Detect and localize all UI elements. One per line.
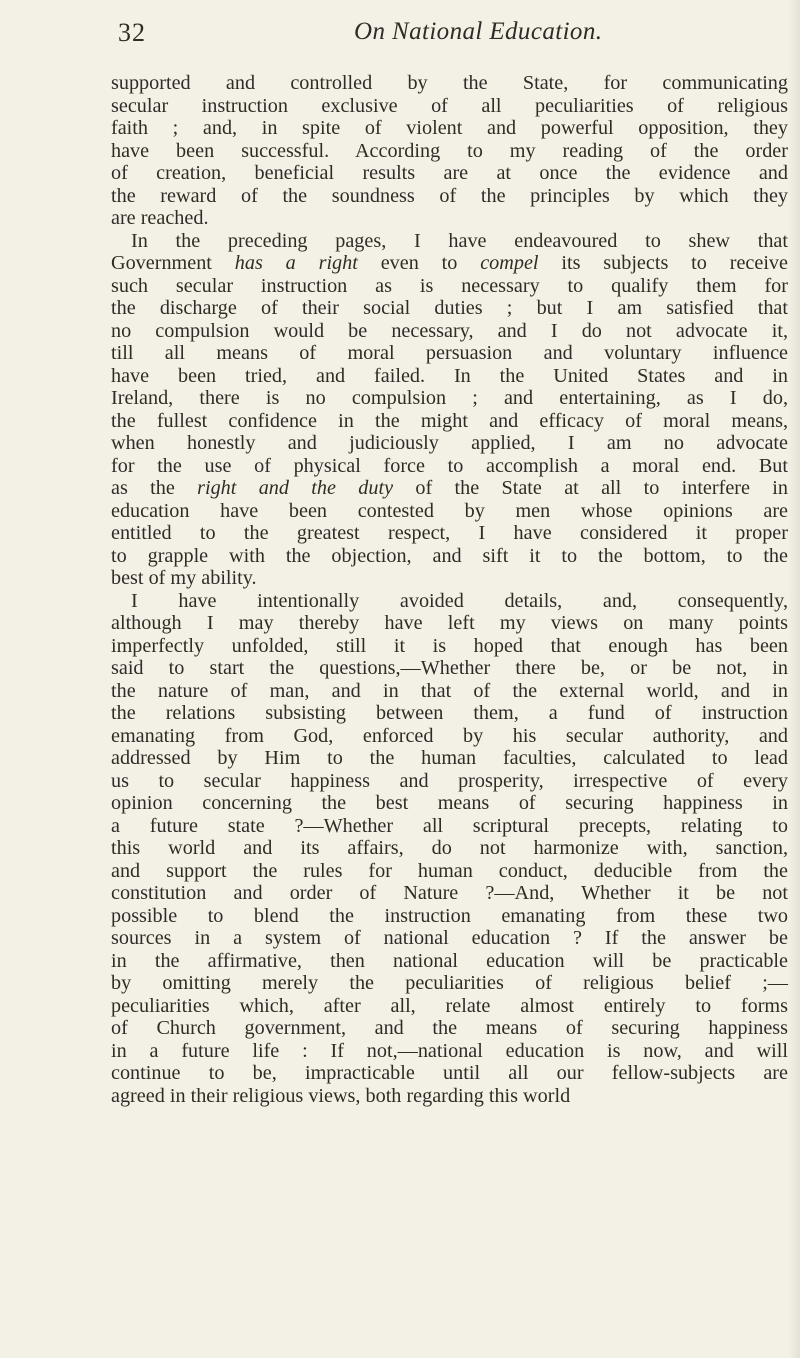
text-line: the nature of man, and in that of the external world, and in — [111, 679, 788, 702]
text-line: this world and its affairs, do not harmonize with, sanction, — [111, 837, 788, 859]
text-line: the relations subsisting between them, a fund of instruction — [111, 702, 788, 724]
text-line: of creation, beneficial results are at once the evidence and — [111, 162, 788, 184]
text-line: are reached. — [111, 207, 209, 229]
text-line: although I may thereby have left my views on many points — [111, 612, 788, 634]
text-line: emanating from God, enforced by his secular authority, and — [111, 724, 788, 747]
text-line: have been tried, and failed. In the United States and in — [111, 364, 788, 387]
text-line: the discharge of their social duties ; but I am satisfied that — [111, 297, 788, 319]
text-line: when honestly and judiciously applied, I am no advocate — [111, 432, 788, 454]
text-line: in a future life : If not,—national education is now, and will — [111, 1039, 788, 1062]
text-line: Ireland, there is no compulsion ; and entertaining, as I do, — [111, 387, 788, 409]
text-line: possible to blend the instruction emanating from these two — [111, 904, 788, 927]
text-line: opinion concerning the best means of securing happiness in — [111, 792, 788, 814]
text-line: a future state ?—Whether all scriptural precepts, relating to — [111, 814, 788, 837]
text-line: In the preceding pages, I have endeavoured to shew that — [131, 229, 788, 252]
text-line: addressed by Him to the human faculties, calculated to lead — [111, 747, 788, 769]
text-line: such secular instruction as is necessary to qualify them for — [111, 274, 788, 297]
text-line: by omitting merely the peculiarities of religious belief ;— — [111, 972, 788, 994]
text-line: Government has a right even to compel its subjects to receive — [111, 252, 788, 274]
text-line: to grapple with the objection, and sift it to the bottom, to the — [111, 544, 788, 567]
text-line: the reward of the soundness of the principles by which they — [111, 184, 788, 207]
text-line: and support the rules for human conduct, deducible from the — [111, 859, 788, 882]
page-number: 32 — [118, 18, 146, 47]
text-line: education have been contested by men whose opinions are — [111, 499, 788, 522]
body-text — [111, 72, 788, 1107]
text-line: have been successful. According to my reading of the order — [111, 139, 788, 162]
text-line: us to secular happiness and prosperity, irrespective of every — [111, 769, 788, 792]
text-line: faith ; and, in spite of violent and powerful opposition, they — [111, 117, 788, 139]
text-line: sources in a system of national education ? If the answer be — [111, 927, 788, 949]
text-line: no compulsion would be necessary, and I do not advocate it, — [111, 319, 788, 342]
text-line: peculiarities which, after all, relate almost entirely to forms — [111, 994, 788, 1017]
text-line: constitution and order of Nature ?—And, Whether it be not — [111, 882, 788, 904]
italic-emphasis: has a right — [234, 252, 358, 274]
text-line: supported and controlled by the State, for communicating — [111, 72, 788, 94]
text-line: secular instruction exclusive of all peculiarities of religious — [111, 94, 788, 117]
running-title: On National Education. — [354, 18, 603, 45]
text-line: the fullest confidence in the might and efficacy of moral means, — [111, 409, 788, 432]
text-line: I have intentionally avoided details, and, consequently, — [131, 589, 788, 612]
italic-emphasis: right and the duty — [197, 477, 394, 499]
text-line: till all means of moral persuasion and voluntary influence — [111, 342, 788, 364]
text-line: in the affirmative, then national education will be practicable — [111, 949, 788, 972]
page-edge-shadow — [788, 0, 800, 1358]
text-line: of Church government, and the means of securing happiness — [111, 1017, 788, 1039]
text-line: said to start the questions,—Whether there be, or be not, in — [111, 657, 788, 679]
text-line: entitled to the greatest respect, I have considered it proper — [111, 522, 788, 544]
italic-emphasis: compel — [480, 252, 539, 274]
text-line: continue to be, impracticable until all our fellow-subjects are — [111, 1062, 788, 1084]
page-header — [118, 18, 800, 58]
text-line: best of my ability. — [111, 567, 257, 589]
text-line: imperfectly unfolded, still it is hoped that enough has been — [111, 634, 788, 657]
text-line: for the use of physical force to accomplish a moral end. But — [111, 454, 788, 477]
text-line: agreed in their religious views, both regarding this world — [111, 1084, 571, 1107]
text-line: as the right and the duty of the State at all to interfere in — [111, 477, 788, 499]
